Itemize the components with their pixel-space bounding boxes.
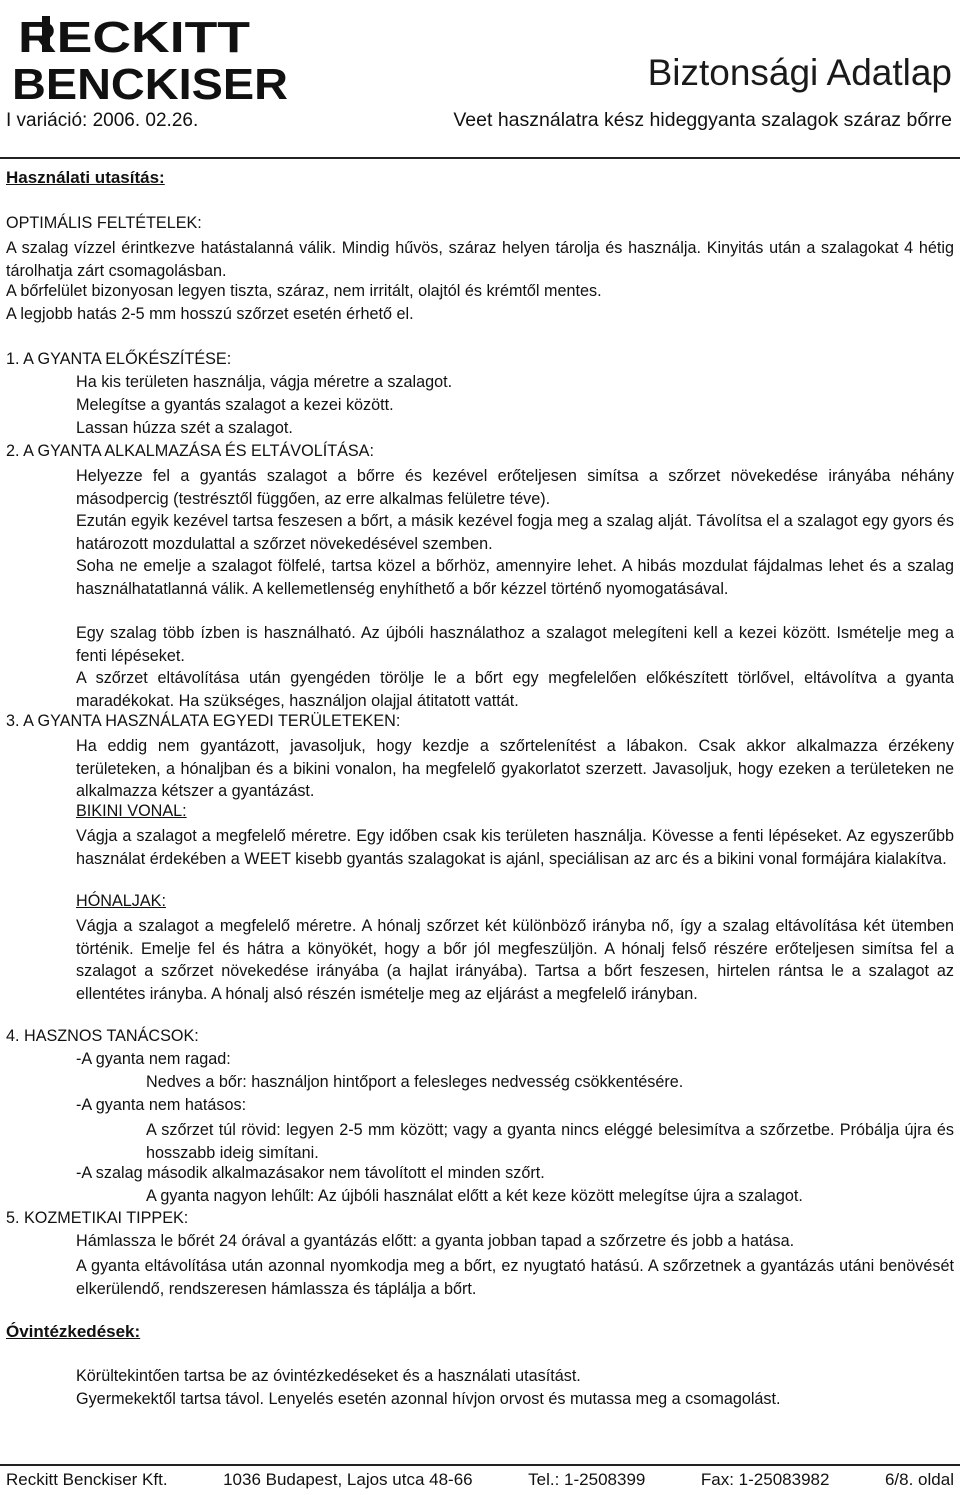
- footer-fax: Fax: 1-25083982: [700, 1470, 830, 1489]
- logo-line1: RECKITT: [18, 13, 251, 62]
- section-2-p3: Soha ne emelje a szalagot fölfelé, tartsa közel a bőrhöz, amennyire lehet. A hibás mozdulat fájdalmas lehet és a szalag használhatatlanná válik. A kellemetlenség enyhíthető a bőr kézzel történő nyomogatásával.: [76, 557, 954, 598]
- document-title: Biztonsági Adatlap: [647, 52, 952, 93]
- version-date: I variáció: 2006. 02.26.: [6, 110, 199, 131]
- bikini-line-text: Vágja a szalagot a megfelelő méretre. Egy időben csak kis területen használja. Kövesse a fenti lépéseket. Az egyszerűbb használat érdekében a WEET kisebb gyantás szalagokat is ajánl, speciálisan az arc és a bikini vonal formájára kialakítva.: [76, 827, 954, 868]
- section-1-line1: Ha kis területen használja, vágja méretre a szalagot.: [76, 373, 453, 391]
- section-1-title: 1. A GYANTA ELŐKÉSZÍTÉSE:: [6, 350, 232, 368]
- product-title: Veet használatra kész hideggyanta szalagok száraz bőrre: [453, 109, 952, 131]
- optimal-conditions-title: OPTIMÁLIS FELTÉTELEK:: [6, 214, 202, 232]
- section-5-title: 5. KOZMETIKAI TIPPEK:: [6, 1209, 189, 1227]
- logo-line2: BENCKISER: [12, 60, 288, 102]
- header-divider: [0, 157, 960, 159]
- section-5-p1: Hámlassza le bőrét 24 órával a gyantázás előtt: a gyanta jobban tapad a szőrzetre és jobb a hatása.: [76, 1232, 795, 1250]
- section-2-p4: Egy szalag több ízben is használható. Az újbóli használathoz a szalagot melegíteni kell a kezei között. Ismételje meg a fenti lépéseket.: [76, 624, 954, 665]
- company-logo: [8, 6, 290, 102]
- section-4-title: 4. HASZNOS TANÁCSOK:: [6, 1027, 199, 1045]
- footer-page-number: 6/8. oldal: [884, 1470, 954, 1489]
- section-2-title: 2. A GYANTA ALKALMAZÁSA ÉS ELTÁVOLÍTÁSA:: [6, 442, 374, 460]
- section-3-p1: Ha eddig nem gyantázott, javasoljuk, hogy kezdje a szőrtelenítést a lábakon. Csak akkor alkalmazza érzékeny területeken, a hónaljban és a bikini vonalon, ha megfelelő gyakorlatot szerzett. Javasoljuk, hogy ezeken a területeken ne alkalmazza kétszer a gyantázást.: [76, 737, 954, 801]
- section-3-title: 3. A GYANTA HASZNÁLATA EGYEDI TERÜLETEKEN:: [6, 712, 401, 730]
- precautions-heading: Óvintézkedések:: [6, 1322, 141, 1341]
- footer-company: Reckitt Benckiser Kft.: [6, 1470, 168, 1489]
- section-2-p1: Helyezze fel a gyantás szalagot a bőrre és kezével erőteljesen simítsa a szőrzet növekedése irányába néhány másodpercig (testrésztől függően, az erre alkalmas felületre téve).: [76, 467, 954, 508]
- section-5-p2: A gyanta eltávolítása után azonnal nyomkodja meg a bőrt, ez nyugtató hatású. A szőrzetnek a gyantázás utáni benövését elkerülendő, rendszeresen hámlassza és táplálja a bőrt.: [76, 1257, 954, 1298]
- armpit-label: HÓNALJAK:: [76, 892, 166, 910]
- footer-divider: [0, 1464, 960, 1466]
- optimal-conditions-p3: A legjobb hatás 2-5 mm hosszú szőrzet esetén érhető el.: [6, 305, 414, 323]
- section-2-p5: A szőrzet eltávolítása után gyengéden törölje le a bőrt egy megfelelően előkészített törlővel, eltávolítva a gyanta maradékokat. Ha szükséges, használjon olajjal átitatott vattát.: [76, 669, 954, 710]
- usage-heading: Használati utasítás:: [6, 168, 165, 187]
- precautions-p2: Gyermekektől tartsa távol. Lenyelés esetén azonnal hívjon orvost és mutassa meg a csomagolást.: [76, 1390, 781, 1408]
- precautions-p1: Körültekintően tartsa be az óvintézkedéseket és a használati utasítást.: [76, 1367, 581, 1385]
- tip-2-solution: A szőrzet túl rövid: legyen 2-5 mm között; vagy a gyanta nincs eléggé belesimítva a szőrzetbe. Próbálja újra és hosszabb ideig simítani.: [146, 1121, 954, 1162]
- footer: [6, 1470, 954, 1490]
- tip-3-solution: A gyanta nagyon lehűlt: Az újbóli használat előtt a két keze között melegítse újra a szalagot.: [146, 1187, 803, 1205]
- armpit-text: Vágja a szalagot a megfelelő méretre. A hónalj szőrzet két különböző irányba nő, így a szalag eltávolítása két ütemben történik. Emelje fel és hátra a könyökét, hogy a bőr jól megfeszüljön. A hónalj felső részére erőteljesen simítsa fel a szalagot a szőrzet növekedése irányába (a hajlat irányába). Tartsa a bőrt feszesen, hirtelen rántsa le a szalagot az ellentétes irányba. A hónalj alsó részén ismételje meg az eljárást a megfelelő irányban.: [76, 917, 954, 1003]
- tip-2-problem: -A gyanta nem hatásos:: [76, 1096, 247, 1114]
- section-1-line2: Melegítse a gyantás szalagot a kezei között.: [76, 396, 394, 414]
- tip-1-solution: Nedves a bőr: használjon hintőport a felesleges nedvesség csökkentésére.: [146, 1073, 684, 1091]
- footer-tel: Tel.: 1-2508399: [528, 1470, 646, 1489]
- tip-3-problem: -A szalag második alkalmazásakor nem távolított el minden szőrt.: [76, 1164, 545, 1182]
- bikini-line-label: BIKINI VONAL:: [76, 802, 187, 820]
- section-2-p2: Ezután egyik kezével tartsa feszesen a bőrt, a másik kezével fogja meg a szalag alját. Távolítsa el a szalagot egy gyors és határozott mozdulattal a szőrzet növekedésével szemben.: [76, 512, 954, 553]
- section-1-line3: Lassan húzza szét a szalagot.: [76, 419, 293, 437]
- footer-address: 1036 Budapest, Lajos utca 48-66: [223, 1470, 473, 1489]
- tip-1-problem: -A gyanta nem ragad:: [76, 1050, 231, 1068]
- optimal-conditions-p2: A bőrfelület bizonyosan legyen tiszta, száraz, nem irritált, olajtól és krémtől mentes.: [6, 282, 602, 300]
- optimal-conditions-p1: A szalag vízzel érintkezve hatástalanná válik. Mindig hűvös, száraz helyen tárolja és használja. Kinyitás után a szalagokat 4 hétig tárolhatja zárt csomagolásban.: [6, 239, 954, 280]
